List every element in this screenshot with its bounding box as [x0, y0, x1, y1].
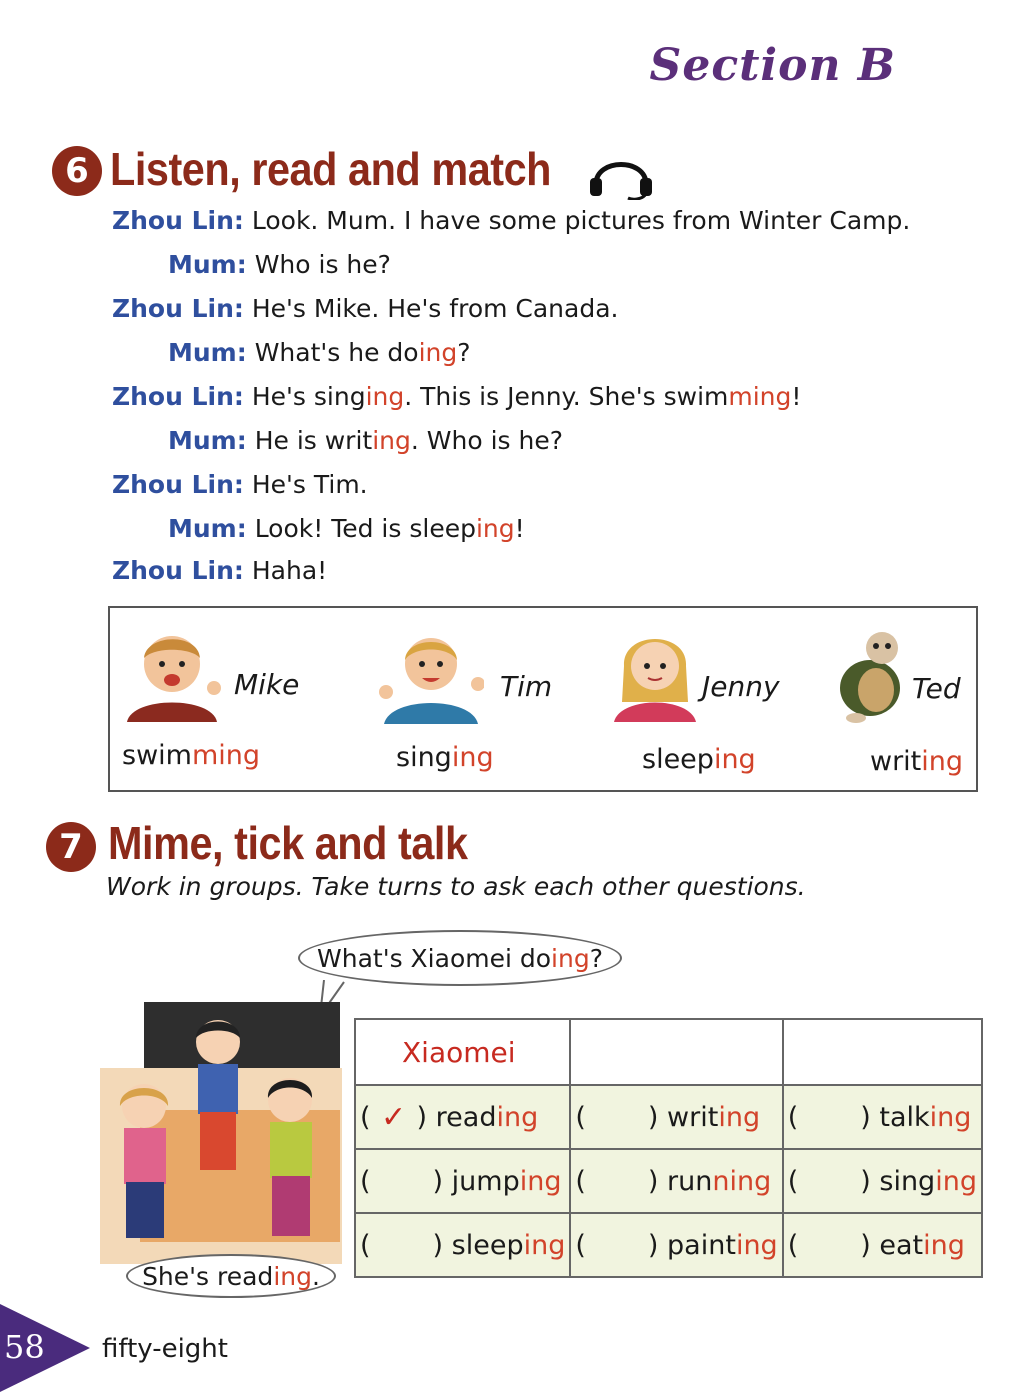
tick-table — [354, 1018, 983, 1278]
tick-option[interactable]: ( ) run ning — [570, 1149, 782, 1213]
headphones-icon — [588, 148, 654, 200]
character-name: Mike — [234, 668, 300, 701]
table-header-cell — [570, 1019, 782, 1085]
tick-option[interactable]: ( ) paint ing — [570, 1213, 782, 1277]
action-word: swimming — [122, 740, 261, 771]
table-header-cell — [783, 1019, 982, 1085]
tick-option[interactable]: ( ) eat ing — [783, 1213, 982, 1277]
activity-number-badge: 6 — [52, 146, 102, 196]
dialogue-line: Zhou Lin: He's singing. This is Jenny. She's swimming! — [112, 382, 802, 411]
dialogue-line: Zhou Lin: Haha! — [112, 556, 328, 585]
activity-title: Listen, read and match — [110, 143, 552, 195]
tick-option[interactable]: ( ) writ ing — [570, 1085, 782, 1149]
dialogue-line: Zhou Lin: He's Tim. — [112, 470, 368, 499]
character-name: Ted — [912, 672, 961, 705]
tick-option[interactable]: ( ) talk ing — [783, 1085, 982, 1149]
section-title: Section B — [649, 40, 896, 91]
classroom-illustration — [100, 1002, 342, 1264]
dialogue-line: Mum: Look! Ted is sleeping! — [168, 514, 525, 543]
tick-option[interactable]: ( ) sing ing — [783, 1149, 982, 1213]
tick-option[interactable]: ( ✓ ) read ing — [355, 1085, 570, 1149]
dialogue-line: Zhou Lin: Look. Mum. I have some pictures from Winter Camp. — [112, 206, 911, 235]
tick-option[interactable]: ( ) sleep ing — [355, 1213, 570, 1277]
character-name: Jenny — [702, 670, 780, 703]
answer-bubble: She's read ing . — [126, 1254, 336, 1298]
question-bubble: What's Xiaomei do ing ? — [298, 930, 622, 986]
mike-illustration — [122, 622, 222, 722]
action-word: sleeping — [642, 744, 756, 775]
character-name: Tim — [500, 670, 553, 703]
instruction-text: Work in groups. Take turns to ask each other questions. — [106, 872, 806, 901]
tick-option[interactable]: ( ) jump ing — [355, 1149, 570, 1213]
tim-illustration — [378, 624, 484, 724]
action-word: writing — [870, 746, 964, 777]
page-number-words: fifty-eight — [102, 1334, 228, 1364]
dialogue-line: Mum: He is writing. Who is he? — [168, 426, 564, 455]
ted-turtle-illustration — [836, 628, 912, 724]
jenny-illustration — [610, 622, 700, 722]
activity-number-badge: 7 — [46, 822, 96, 872]
activity-title: Mime, tick and talk — [108, 817, 468, 869]
dialogue-line: Mum: Who is he? — [168, 250, 391, 279]
dialogue-line: Mum: What's he doing? — [168, 338, 471, 367]
table-header-cell: Xiaomei — [355, 1019, 570, 1085]
dialogue-line: Zhou Lin: He's Mike. He's from Canada. — [112, 294, 619, 323]
page-number: 58 — [4, 1328, 45, 1366]
action-word: singing — [396, 742, 494, 773]
tick-icon: ✓ — [380, 1099, 407, 1135]
matching-box — [108, 606, 978, 792]
